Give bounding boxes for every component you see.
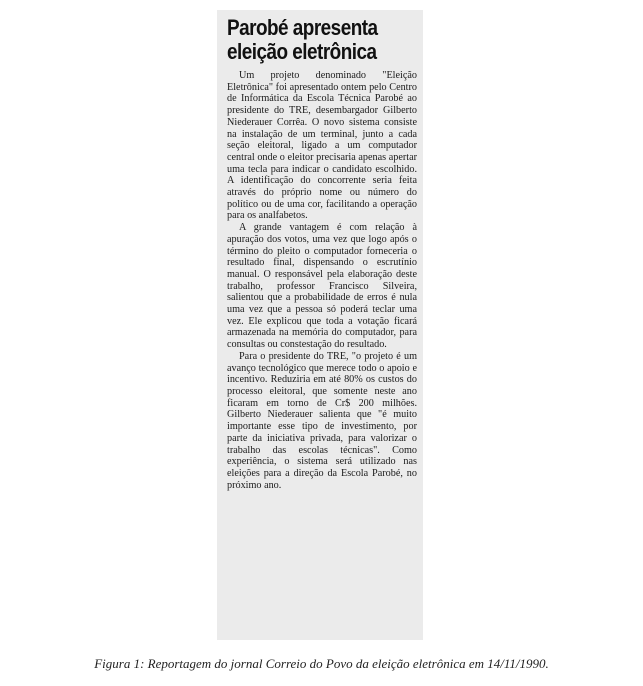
figure-caption: Figura 1: Reportagem do jornal Correio do Povo da eleição eletrônica em 14/11/1990.	[94, 656, 549, 671]
newspaper-clipping	[217, 10, 423, 640]
article-body	[227, 70, 417, 491]
article-paragraph-1: Um projeto denominado "Eleição Eletrônica" foi apresentado ontem pelo Centro de Informática da Escola Técnica Parobé ao presidente do TRE, desembargador Gilberto Niederauer Corrêa. O novo sistema consiste na instalação de um terminal, junto a cada seção eleitoral, ligado a um computador central onde o eleitor precisaria apenas apertar uma tecla para indicar o candidato escolhido. A identificação do concorrente seria feita através do próprio nome ou número do político ou de uma cor, facilitando a operação para os analfabetos.	[227, 70, 417, 222]
headline-line-2: eleição eletrônica	[227, 39, 377, 64]
article-paragraph-2: A grande vantagem é com relação à apuração dos votos, uma vez que logo após o término do pleito o computador forneceria o resultado final, dispensando o escrutínio manual. O responsável pela elaboração deste trabalho, professor Francisco Silveira, salientou que a probabilidade de erros é nula uma vez que a pessoa só poderá teclar uma vez. Ele explicou que toda a votação ficará armazenada na memória do computador, para consultas ou constestação do resultado.	[227, 222, 417, 351]
headline-line-1: Parobé apresenta	[227, 15, 378, 40]
article-paragraph-3: Para o presidente do TRE, "o projeto é um avanço tecnológico que merece todo o apoio e incentivo. Reduziria em até 80% os custos do processo eleitoral, que somente neste ano ficaram em torno de Cr$ 200 milhões. Gilberto Niederauer salienta que "é muito importante esse tipo de investimento, por parte da iniciativa privada, para valorizar o trabalho das escolas técnicas". Como experiência, o sistema será utilizado nas eleições para a direção da Escola Parobé, no próximo ano.	[227, 350, 417, 491]
headline	[227, 16, 423, 64]
